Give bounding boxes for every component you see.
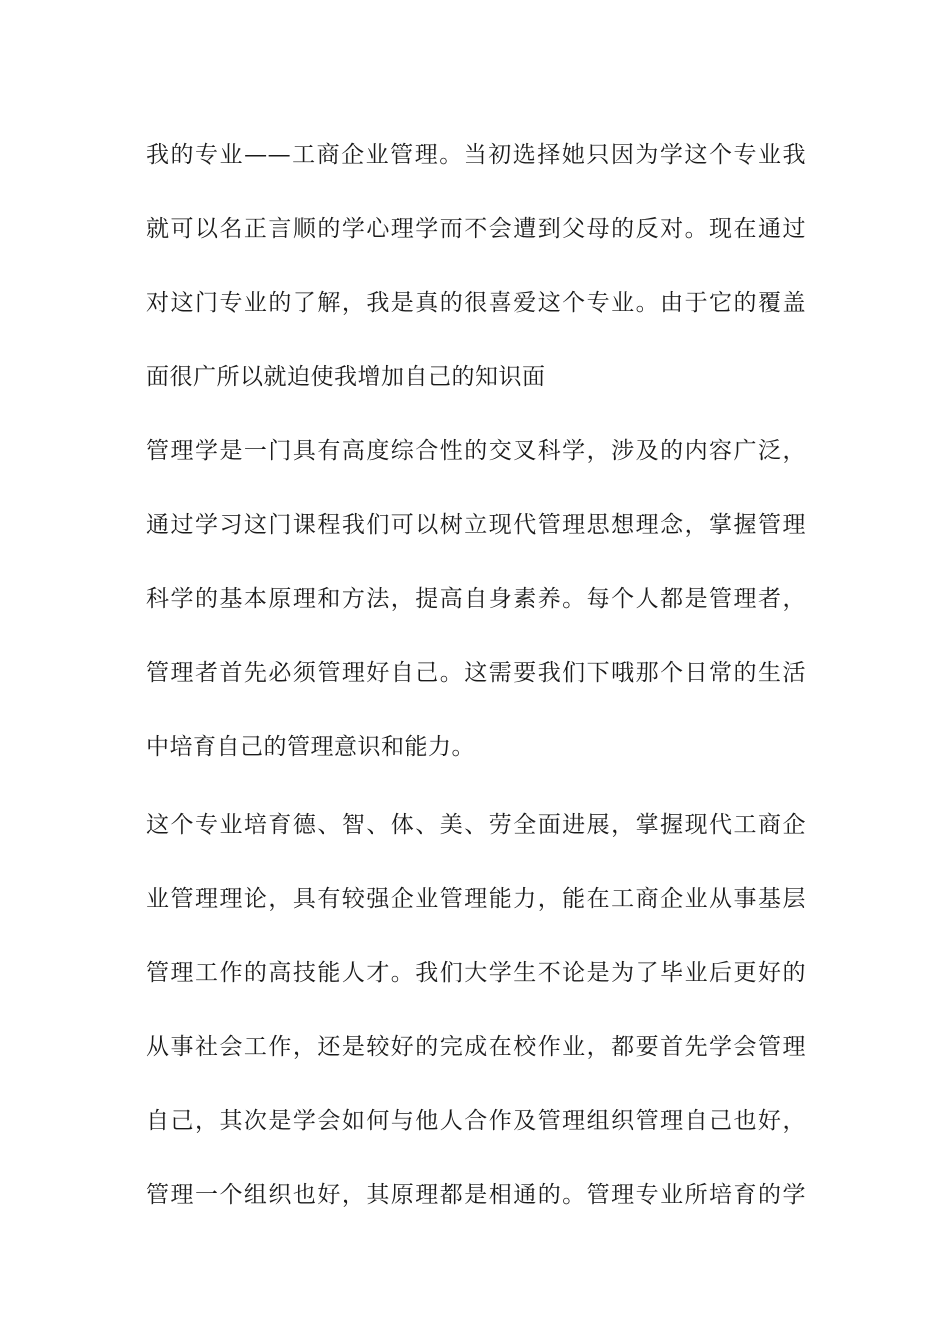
text-line: 从事社会工作，还是较好的完成在校作业，都要首先学会管理 [146,1034,806,1060]
text-line: 业管理理论，具有较强企业管理能力，能在工商企业从事基层 [146,886,806,912]
text-line: 管理工作的高技能人才。我们大学生不论是为了毕业后更好的 [146,960,806,986]
text-line: 对这门专业的了解，我是真的很喜爱这个专业。由于它的覆盖 [146,290,806,316]
text-line: 中培育自己的管理意识和能力。 [146,734,475,760]
text-line: 管理者首先必须管理好自己。这需要我们下哦那个日常的生活 [146,660,806,686]
text-line: 管理一个组织也好，其原理都是相通的。管理专业所培育的学 [146,1182,806,1208]
text-line: 通过学习这门课程我们可以树立现代管理思想理念，掌握管理 [146,512,806,538]
text-line: 面很广所以就迫使我增加自己的知识面 [146,364,546,390]
text-line: 科学的基本原理和方法，提高自身素养。每个人都是管理者， [146,586,806,612]
text-line: 这个专业培育德、智、体、美、劳全面进展，掌握现代工商企 [146,812,806,838]
text-line: 就可以名正言顺的学心理学而不会遭到父母的反对。现在通过 [146,216,806,242]
text-line: 自己，其次是学会如何与他人合作及管理组织管理自己也好， [146,1108,806,1134]
text-line: 管理学是一门具有高度综合性的交叉科学，涉及的内容广泛， [146,438,806,464]
text-line: 我的专业——工商企业管理。当初选择她只因为学这个专业我 [146,142,806,168]
